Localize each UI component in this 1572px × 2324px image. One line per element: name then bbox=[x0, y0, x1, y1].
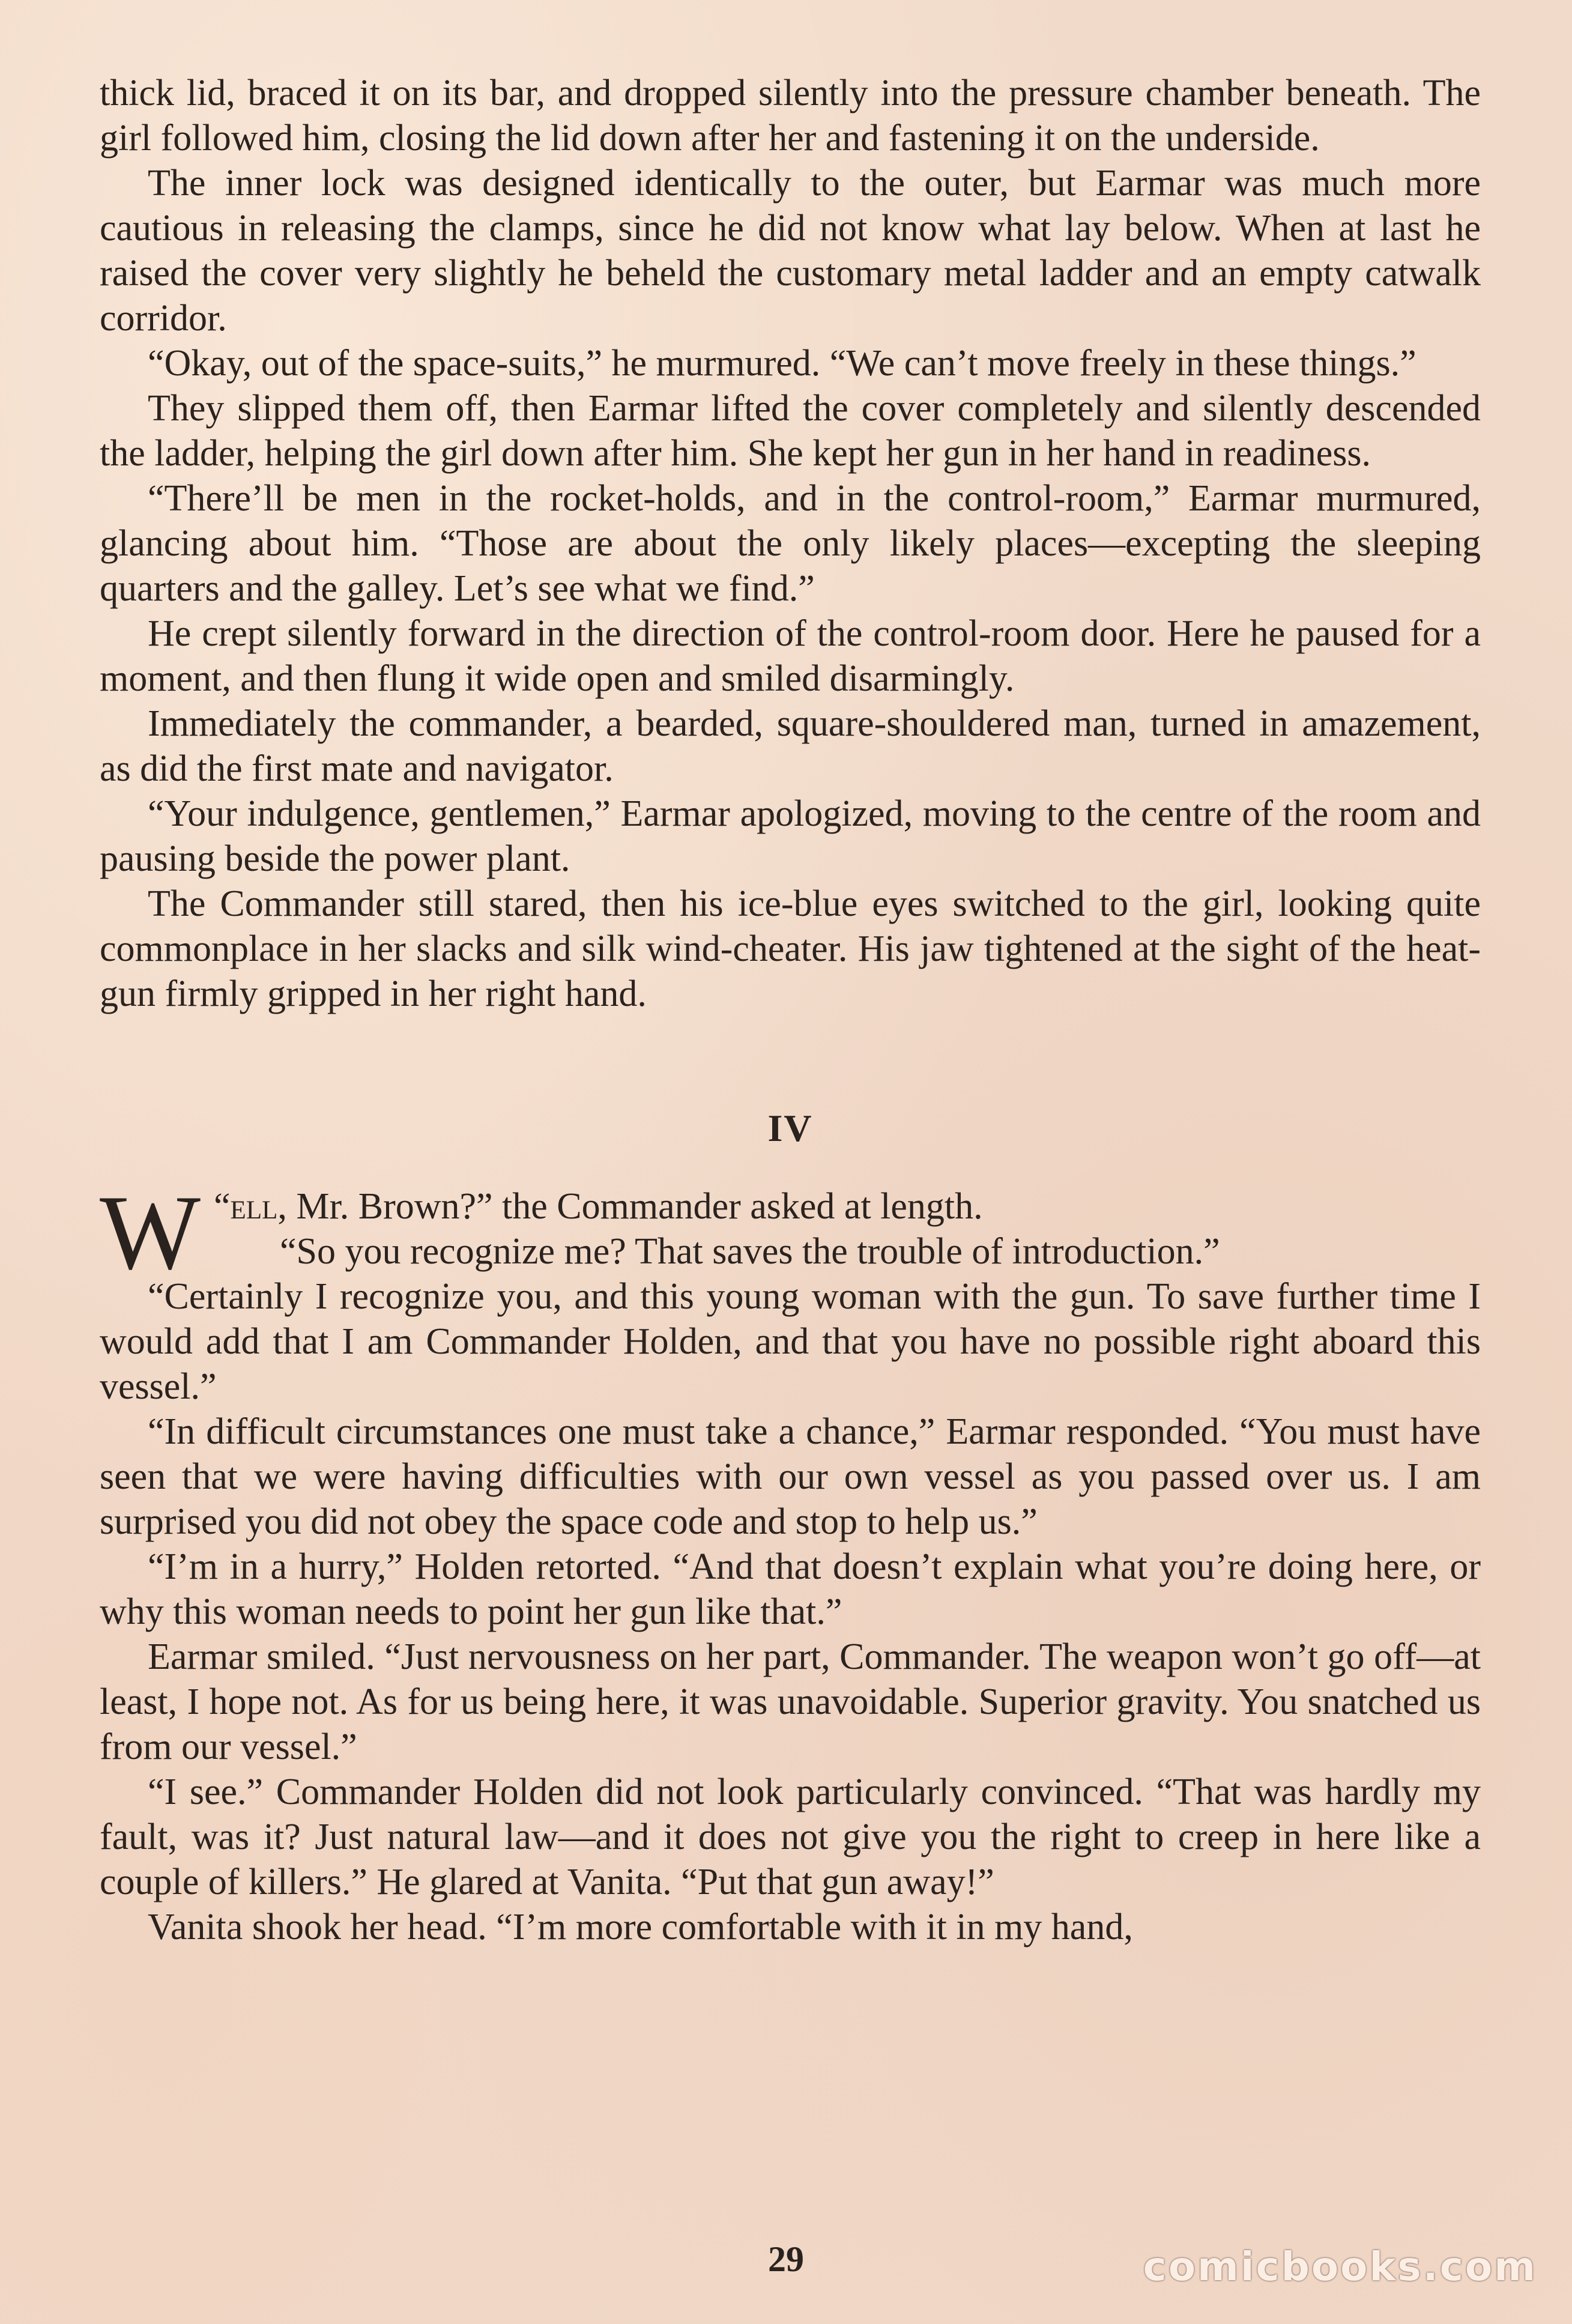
paragraph-9: The Commander still stared, then his ice-blue eyes switched to the girl, looking quite commonplace in her slacks and silk wind-cheater. His jaw tightened at the sight of the heat-gun firmly gripped in her right hand. bbox=[100, 883, 1481, 1014]
book-page bbox=[100, 71, 1481, 1950]
paragraph-1: thick lid, braced it on its bar, and dropped silently into the pressure chamber beneath. The girl followed him, closing the lid down after her and fastening it on the underside. bbox=[100, 73, 1481, 159]
paragraph-7: Immediately the commander, a bearded, square-shouldered man, turned in amazement, as did the first mate and navigator. bbox=[100, 703, 1481, 789]
page-number: 29 bbox=[768, 2239, 804, 2279]
dropcap-open-quote: “ bbox=[214, 1186, 231, 1227]
dropcap-rest: , Mr. Brown?” the Commander asked at length. bbox=[277, 1186, 983, 1227]
paragraph-13: “In difficult circumstances one must take a chance,” Earmar responded. “You must have seen that we were having difficulties with our own vessel as you passed over us. I am surprised you did not obey the space code and stop to help us.” bbox=[100, 1411, 1481, 1542]
paragraph-17: Vanita shook her head. “I’m more comfortable with it in my hand, bbox=[148, 1907, 1133, 1947]
dropcap-smallcaps: ell bbox=[230, 1186, 278, 1227]
paragraph-16: “I see.” Commander Holden did not look particularly convinced. “That was hardly my fault, was it? Just natural law—and it does not give you the right to creep in here like a couple of killers.” He glared at Vanita. “Put that gun away!” bbox=[100, 1772, 1481, 1902]
paragraph-5: “There’ll be men in the rocket-holds, and in the control-room,” Earmar murmured, glancing about him. “Those are about the only likely places—excepting the sleeping quarters and the galley. Let’s see what we find.” bbox=[100, 478, 1481, 609]
paragraph-2: The inner lock was designed identically to the outer, but Earmar was much more cautious in releasing the clamps, since he did not know what lay below. When at last he raised the cover very slightly he beheld the customary metal ladder and an empty catwalk corridor. bbox=[100, 163, 1481, 339]
paragraph-8: “Your indulgence, gentlemen,” Earmar apologized, moving to the centre of the room and pausing beside the power plant. bbox=[100, 793, 1481, 879]
paragraph-14: “I’m in a hurry,” Holden retorted. “And that doesn’t explain what you’re doing here, or why this woman needs to point her gun like that.” bbox=[100, 1546, 1481, 1632]
dropcap-letter: W bbox=[100, 1173, 201, 1292]
paragraph-4: They slipped them off, then Earmar lifted the cover completely and silently descended the ladder, helping the girl down after him. She kept her gun in her hand in readiness. bbox=[100, 388, 1481, 474]
paragraph-6: He crept silently forward in the direction of the control-room door. Here he paused for a moment, and then flung it wide open and smiled disarmingly. bbox=[100, 613, 1481, 699]
paragraph-11: “So you recognize me? That saves the trouble of introduction.” bbox=[280, 1231, 1220, 1272]
watermark-logo: comicbooks.com bbox=[1143, 2244, 1537, 2290]
paragraph-3: “Okay, out of the space-suits,” he murmured. “We can’t move freely in these things.” bbox=[148, 343, 1416, 384]
paragraph-15: Earmar smiled. “Just nervousness on her part, Commander. The weapon won’t go off—at least, I hope not. As for us being here, it was unavoidable. Superior gravity. You snatched us from our vessel.” bbox=[100, 1636, 1481, 1767]
paragraph-12: “Certainly I recognize you, and this young woman with the gun. To save further time I would add that I am Commander Holden, and that you have no possible right aboard this vessel.” bbox=[100, 1276, 1481, 1407]
chapter-heading: IV bbox=[767, 1107, 813, 1149]
